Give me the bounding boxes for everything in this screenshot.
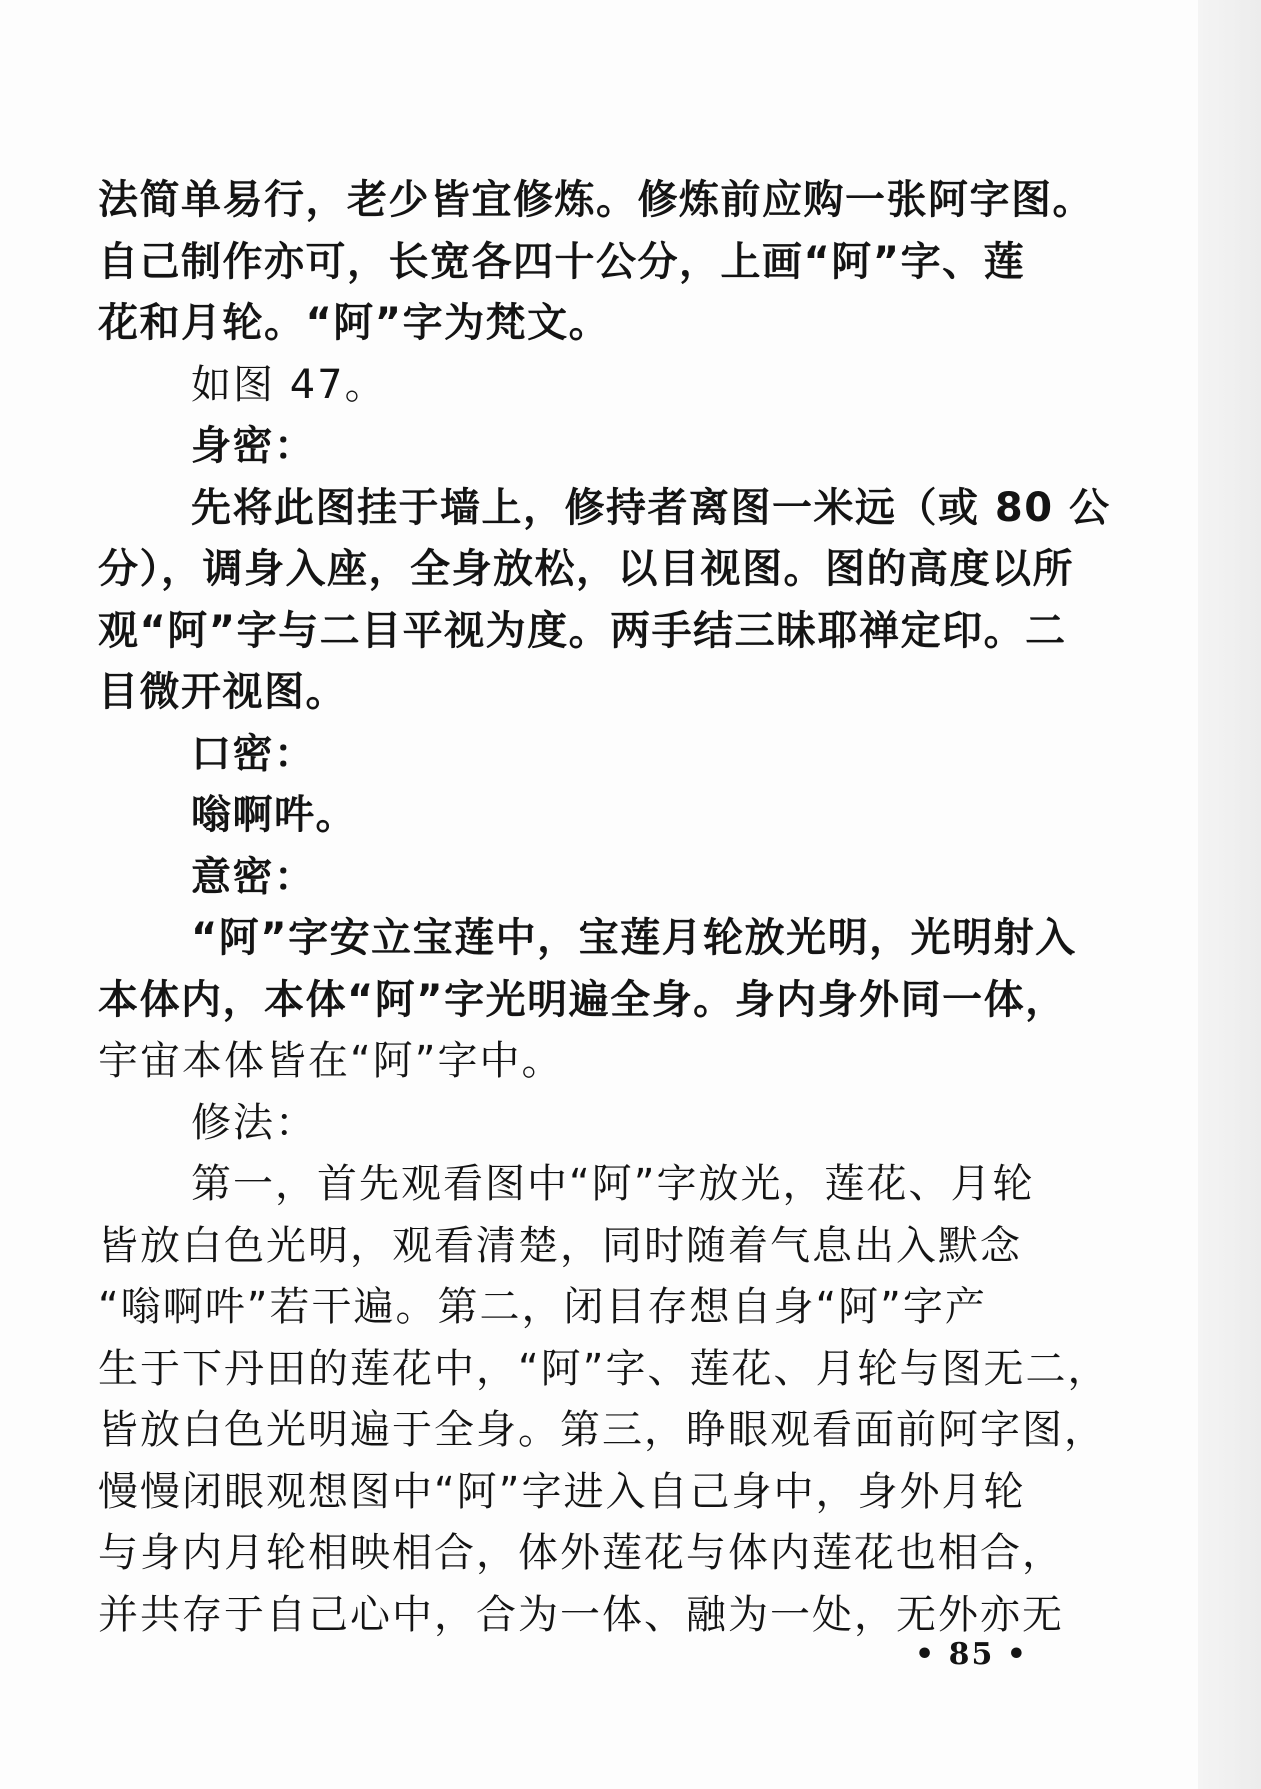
text-line-4: 如图 47。 xyxy=(191,361,387,408)
text-line-15: 宇宙本体皆在“阿”字中。 xyxy=(98,1038,564,1084)
body-text xyxy=(98,170,1111,1646)
text-line-22: 慢慢闭眼观想图中“阿”字进入自己身中，身外月轮 xyxy=(98,1468,1026,1515)
text-line-9: 目微开视图。 xyxy=(98,669,347,715)
text-line-17: 第一，首先观看图中“阿”字放光，莲花、月轮 xyxy=(191,1161,1035,1207)
text-line-24: 并共存于自己心中，合为一体、融为一处，无外亦无 xyxy=(98,1591,1064,1638)
heading-mouth-secret: 口密： xyxy=(191,730,316,777)
text-line-6: 先将此图挂于墙上，修持者离图一米远（或 80 公 xyxy=(191,484,1111,531)
text-line-20: 生于下丹田的莲花中，“阿”字、莲花、月轮与图无二， xyxy=(98,1345,1110,1392)
text-line-1: 法简单易行，老少皆宜修炼。修炼前应购一张阿字图。 xyxy=(98,177,1094,223)
text-line-13: “阿”字安立宝莲中，宝莲月轮放光明，光明射入 xyxy=(191,915,1077,961)
text-line-23: 与身内月轮相映相合，体外莲花与体内莲花也相合， xyxy=(98,1530,1064,1576)
text-line-18: 皆放白色光明，观看清楚，同时随着气息出入默念 xyxy=(98,1222,1022,1269)
heading-mind-secret: 意密： xyxy=(191,853,316,900)
text-line-19: “嗡啊吽”若干遍。第二，闭目存想自身“阿”字产 xyxy=(98,1284,987,1330)
mantra-line: 嗡啊吽。 xyxy=(191,792,357,838)
page-number: • 85 • xyxy=(915,1637,1028,1672)
scan-edge xyxy=(1198,0,1261,1789)
text-line-7: 分），调身入座，全身放松，以目视图。图的高度以所 xyxy=(98,546,1074,592)
heading-body-secret: 身密： xyxy=(191,423,316,469)
text-line-14: 本体内，本体“阿”字光明遍全身。身内身外同一体， xyxy=(98,976,1067,1023)
heading-practice-method: 修法： xyxy=(191,1099,317,1146)
text-line-2: 自己制作亦可，长宽各四十公分，上画“阿”字、莲 xyxy=(98,238,1026,285)
text-line-3: 花和月轮。“阿”字为梵文。 xyxy=(98,300,611,346)
text-line-21: 皆放白色光明遍于全身。第三，睁眼观看面前阿字图， xyxy=(98,1407,1106,1453)
text-line-8: 观“阿”字与二目平视为度。两手结三昧耶禅定印。二 xyxy=(98,607,1067,654)
